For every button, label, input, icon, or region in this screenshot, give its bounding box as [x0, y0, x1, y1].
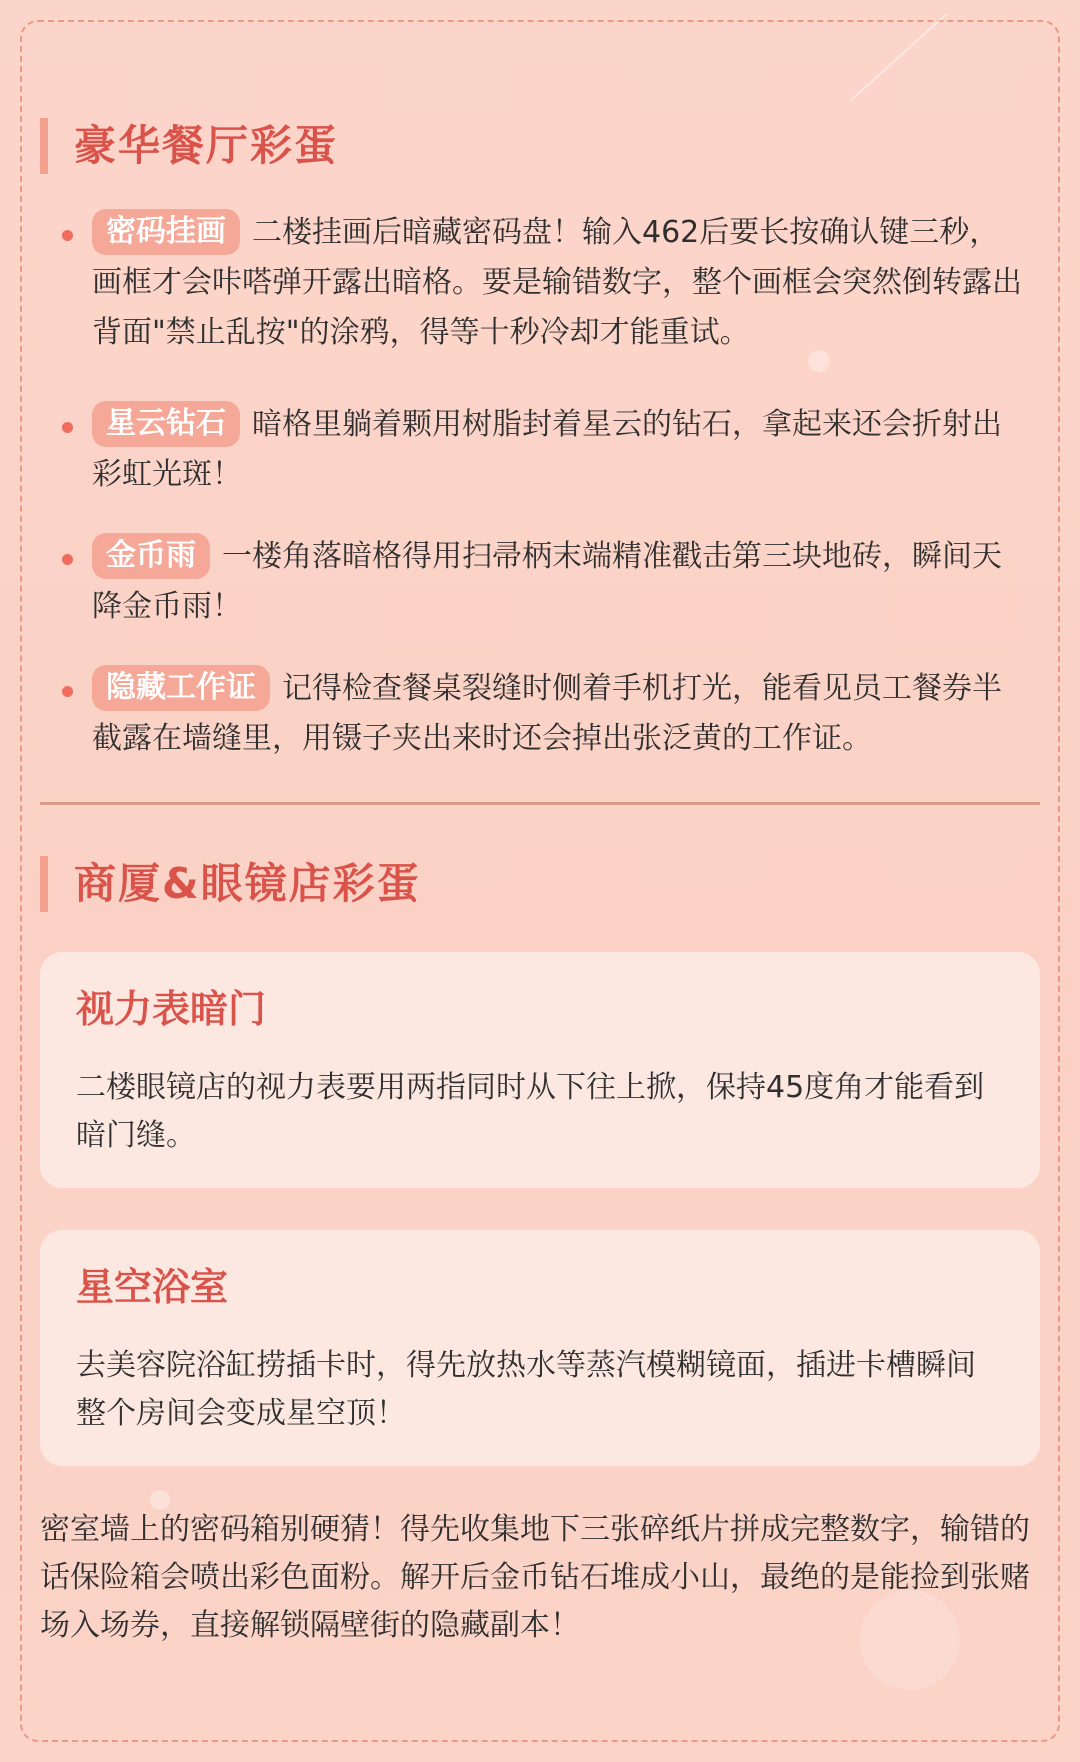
card-title: 星空浴室: [76, 1265, 229, 1309]
card-eye-chart-door: [40, 952, 1040, 1188]
tag-nebula-diamond: 星云钻石: [92, 401, 240, 447]
egg-item-coin-rain: [58, 532, 1028, 632]
card-starry-bathroom: [40, 1230, 1040, 1466]
tag-coin-rain: 金币雨: [92, 533, 210, 579]
egg-item-nebula-diamond: [58, 400, 1028, 500]
card-text: 去美容院浴缸捞插卡时，得先放热水等蒸汽模糊镜面，插进卡槽瞬间整个房间会变成星空顶！: [76, 1348, 976, 1431]
tag-password-painting: 密码挂画: [92, 209, 240, 255]
restaurant-egg-list: [58, 208, 1028, 764]
footer-paragraph: 密室墙上的密码箱别硬猜！得先收集地下三张碎纸片拼成完整数字，输错的话保险箱会喷出彩色面粉。解开后金币钻石堆成小山，最绝的是能捡到张赌场入场券，直接解锁隔壁街的隐藏副本！: [40, 1512, 1030, 1643]
egg-item-hidden-badge: [58, 664, 1028, 764]
section-divider: [40, 802, 1040, 805]
card-text: 二楼眼镜店的视力表要用两指同时从下往上掀，保持45度角才能看到暗门缝。: [76, 1070, 985, 1153]
tag-hidden-badge: 隐藏工作证: [92, 665, 270, 711]
egg-text: 一楼角落暗格得用扫帚柄末端精准戳击第三块地砖，瞬间天降金币雨！: [92, 539, 1002, 624]
section-title-restaurant: 豪华餐厅彩蛋: [40, 118, 338, 174]
egg-item-password-painting: [58, 208, 1028, 358]
egg-text: 记得检查餐桌裂缝时侧着手机打光，能看见员工餐券半截露在墙缝里，用镊子夹出来时还会掉出张泛黄的工作证。: [92, 671, 1002, 756]
card-title: 视力表暗门: [76, 987, 267, 1031]
egg-text: 暗格里躺着颗用树脂封着星云的钻石，拿起来还会折射出彩虹光斑！: [92, 407, 1002, 492]
egg-text: 二楼挂画后暗藏密码盘！输入462后要长按确认键三秒，画框才会咔嗒弹开露出暗格。要是输错数字，整个画框会突然倒转露出背面"禁止乱按"的涂鸦，得等十秒冷却才能重试。: [92, 215, 1022, 350]
section-title-mall: 商厦&眼镜店彩蛋: [40, 856, 421, 912]
